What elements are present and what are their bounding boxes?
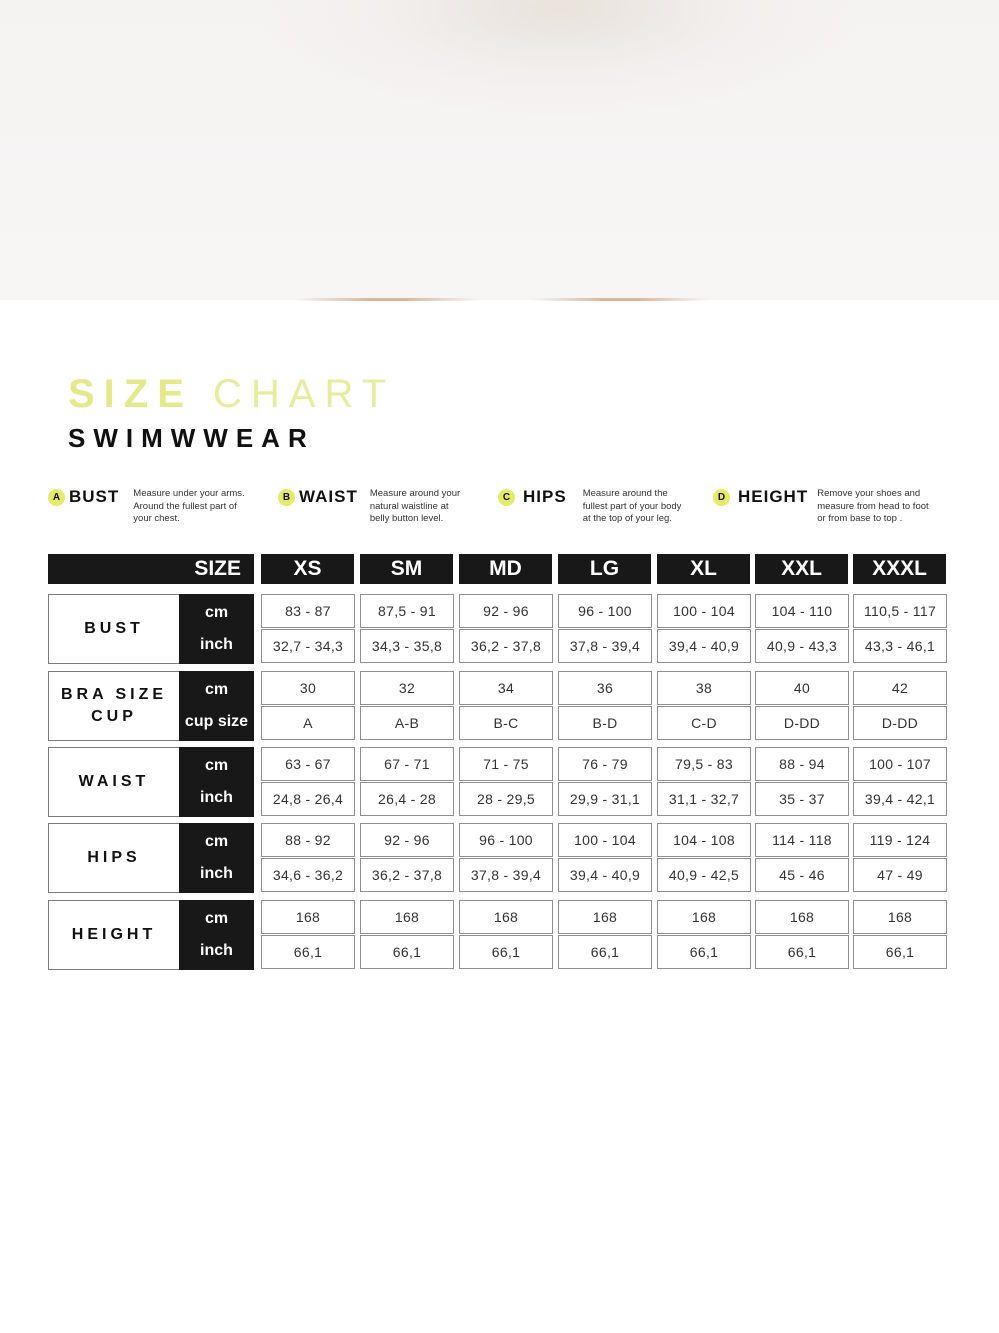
table-cell: 34	[459, 671, 553, 705]
unit-inch: inch	[200, 789, 233, 806]
table-cell: 88 - 92	[261, 823, 355, 857]
table-cell: 66,1	[558, 935, 652, 969]
table-cell: 43,3 - 46,1	[853, 629, 947, 663]
table-cell: C-D	[657, 706, 751, 740]
table-cell: 168	[657, 900, 751, 934]
table-cell: B-C	[459, 706, 553, 740]
row-label-text: HEIGHT	[71, 926, 157, 943]
table-cell: 30	[261, 671, 355, 705]
row-label-text: CUP	[91, 708, 137, 725]
table-cell: 100 - 104	[657, 594, 751, 628]
table-cell: 32	[360, 671, 454, 705]
unit-cm: cm	[204, 681, 229, 698]
legend-desc-line: fullest part of your body	[582, 500, 682, 512]
table-cell: 104 - 108	[657, 823, 751, 857]
table-cell: 119 - 124	[853, 823, 947, 857]
row-label-text: HIPS	[87, 849, 141, 866]
unit-cup-size: cup size	[184, 713, 249, 730]
legend-desc-line: Measure around your	[369, 488, 461, 499]
legend-desc	[133, 488, 244, 526]
table-cell: 168	[360, 900, 454, 934]
legend-desc-line: your chest.	[133, 513, 180, 524]
size-header-xxxl: XXXL	[853, 554, 946, 584]
unit-inch: inch	[200, 636, 233, 653]
table-cell: 40	[755, 671, 849, 705]
unit-inch: inch	[200, 865, 233, 882]
legend-desc-line: at the top of your leg.	[582, 513, 672, 524]
unit-cm: cm	[204, 604, 229, 621]
table-cell: A-B	[360, 706, 454, 740]
table-cell: 39,4 - 42,1	[853, 782, 947, 816]
legend-desc-line: Measure under your arms.	[133, 488, 245, 499]
table-cell: A	[261, 706, 355, 740]
table-cell: 92 - 96	[360, 823, 454, 857]
decorative-line	[293, 298, 481, 301]
table-cell: 79,5 - 83	[657, 747, 751, 781]
table-cell: 168	[459, 900, 553, 934]
table-cell: 66,1	[459, 935, 553, 969]
table-cell: 38	[657, 671, 751, 705]
legend-desc-line: or from base to top .	[817, 513, 903, 524]
row-label-waist	[48, 747, 179, 817]
chart-title	[68, 372, 395, 417]
table-cell: 67 - 71	[360, 747, 454, 781]
legend-desc	[817, 488, 928, 526]
row-label-hips	[48, 823, 179, 893]
table-cell: D-DD	[853, 706, 947, 740]
badge-a-icon: A	[48, 489, 65, 506]
legend-bust	[48, 486, 245, 526]
table-cell: 36,2 - 37,8	[360, 858, 454, 892]
table-cell: 29,9 - 31,1	[558, 782, 652, 816]
table-cell: 39,4 - 40,9	[558, 858, 652, 892]
table-cell: 76 - 79	[558, 747, 652, 781]
table-cell: B-D	[558, 706, 652, 740]
table-cell: 42	[853, 671, 947, 705]
table-cell: 31,1 - 32,7	[657, 782, 751, 816]
table-cell: 36	[558, 671, 652, 705]
table-cell: 168	[558, 900, 652, 934]
unit-cm: cm	[204, 833, 229, 850]
table-cell: 66,1	[657, 935, 751, 969]
table-cell: 39,4 - 40,9	[657, 629, 751, 663]
chart-subtitle: SWIMWWEAR	[68, 423, 315, 453]
table-cell: 66,1	[755, 935, 849, 969]
unit-cm: cm	[204, 910, 229, 927]
table-cell: 100 - 107	[853, 747, 947, 781]
legend-name: HIPS	[523, 487, 567, 506]
badge-d-icon: D	[713, 489, 730, 506]
table-cell: 104 - 110	[755, 594, 849, 628]
table-cell: 168	[261, 900, 355, 934]
legend-desc	[583, 488, 682, 526]
table-cell: 47 - 49	[853, 858, 947, 892]
legend-desc	[370, 488, 460, 526]
badge-c-icon: C	[498, 489, 515, 506]
table-cell: 37,8 - 39,4	[558, 629, 652, 663]
size-header-sm: SM	[360, 554, 453, 584]
size-header-xxl: XXL	[755, 554, 848, 584]
table-cell: 63 - 67	[261, 747, 355, 781]
legend-waist	[278, 486, 460, 526]
table-cell: 66,1	[261, 935, 355, 969]
title-chart: CHART	[213, 372, 396, 416]
blurred-top-photo	[0, 0, 999, 300]
table-cell: 35 - 37	[755, 782, 849, 816]
table-cell: 92 - 96	[459, 594, 553, 628]
table-cell: 110,5 - 117	[853, 594, 947, 628]
table-cell: 66,1	[853, 935, 947, 969]
table-cell: D-DD	[755, 706, 849, 740]
table-cell: 168	[853, 900, 947, 934]
table-cell: 28 - 29,5	[459, 782, 553, 816]
table-cell: 114 - 118	[755, 823, 849, 857]
row-label-bust	[48, 594, 179, 664]
table-cell: 26,4 - 28	[360, 782, 454, 816]
table-cell: 34,3 - 35,8	[360, 629, 454, 663]
size-header-xs: XS	[261, 554, 354, 584]
size-header-lg: LG	[558, 554, 651, 584]
table-cell: 34,6 - 36,2	[261, 858, 355, 892]
table-cell: 87,5 - 91	[360, 594, 454, 628]
table-cell: 40,9 - 42,5	[657, 858, 751, 892]
unit-cm: cm	[204, 757, 229, 774]
legend-name: HEIGHT	[738, 487, 809, 506]
row-label-height	[48, 900, 179, 970]
table-cell: 24,8 - 26,4	[261, 782, 355, 816]
decorative-line	[531, 298, 709, 301]
legend-name: WAIST	[299, 487, 358, 506]
table-cell: 32,7 - 34,3	[261, 629, 355, 663]
size-header-xl: XL	[657, 554, 750, 584]
legend-desc-line: Around the fullest part of	[133, 500, 237, 512]
legend-desc-line: measure from head to foot	[817, 500, 929, 512]
table-cell: 88 - 94	[755, 747, 849, 781]
row-label-bra-size-cup	[48, 671, 179, 741]
table-cell: 36,2 - 37,8	[459, 629, 553, 663]
size-header-md: MD	[459, 554, 552, 584]
legend-desc-line: Measure around the	[582, 488, 668, 499]
legend-hips	[498, 486, 681, 526]
table-cell: 168	[755, 900, 849, 934]
badge-b-icon: B	[278, 489, 295, 506]
unit-inch: inch	[200, 942, 233, 959]
legend-desc-line: belly button level.	[369, 513, 444, 524]
table-cell: 96 - 100	[459, 823, 553, 857]
legend-name: BUST	[69, 487, 120, 506]
title-size: SIZE	[68, 372, 193, 416]
table-cell: 100 - 104	[558, 823, 652, 857]
table-cell: 83 - 87	[261, 594, 355, 628]
table-cell: 45 - 46	[755, 858, 849, 892]
row-label-text: BUST	[84, 620, 144, 637]
legend-desc-line: Remove your shoes and	[817, 488, 921, 499]
legend-desc-line: natural waistline at	[369, 500, 449, 512]
size-header: SIZE	[48, 554, 254, 584]
legend-height	[713, 486, 929, 526]
table-cell: 37,8 - 39,4	[459, 858, 553, 892]
table-cell: 40,9 - 43,3	[755, 629, 849, 663]
row-label-text: BRA SIZE	[60, 686, 168, 703]
table-cell: 71 - 75	[459, 747, 553, 781]
table-cell: 96 - 100	[558, 594, 652, 628]
table-cell: 66,1	[360, 935, 454, 969]
row-label-text: WAIST	[78, 773, 150, 790]
